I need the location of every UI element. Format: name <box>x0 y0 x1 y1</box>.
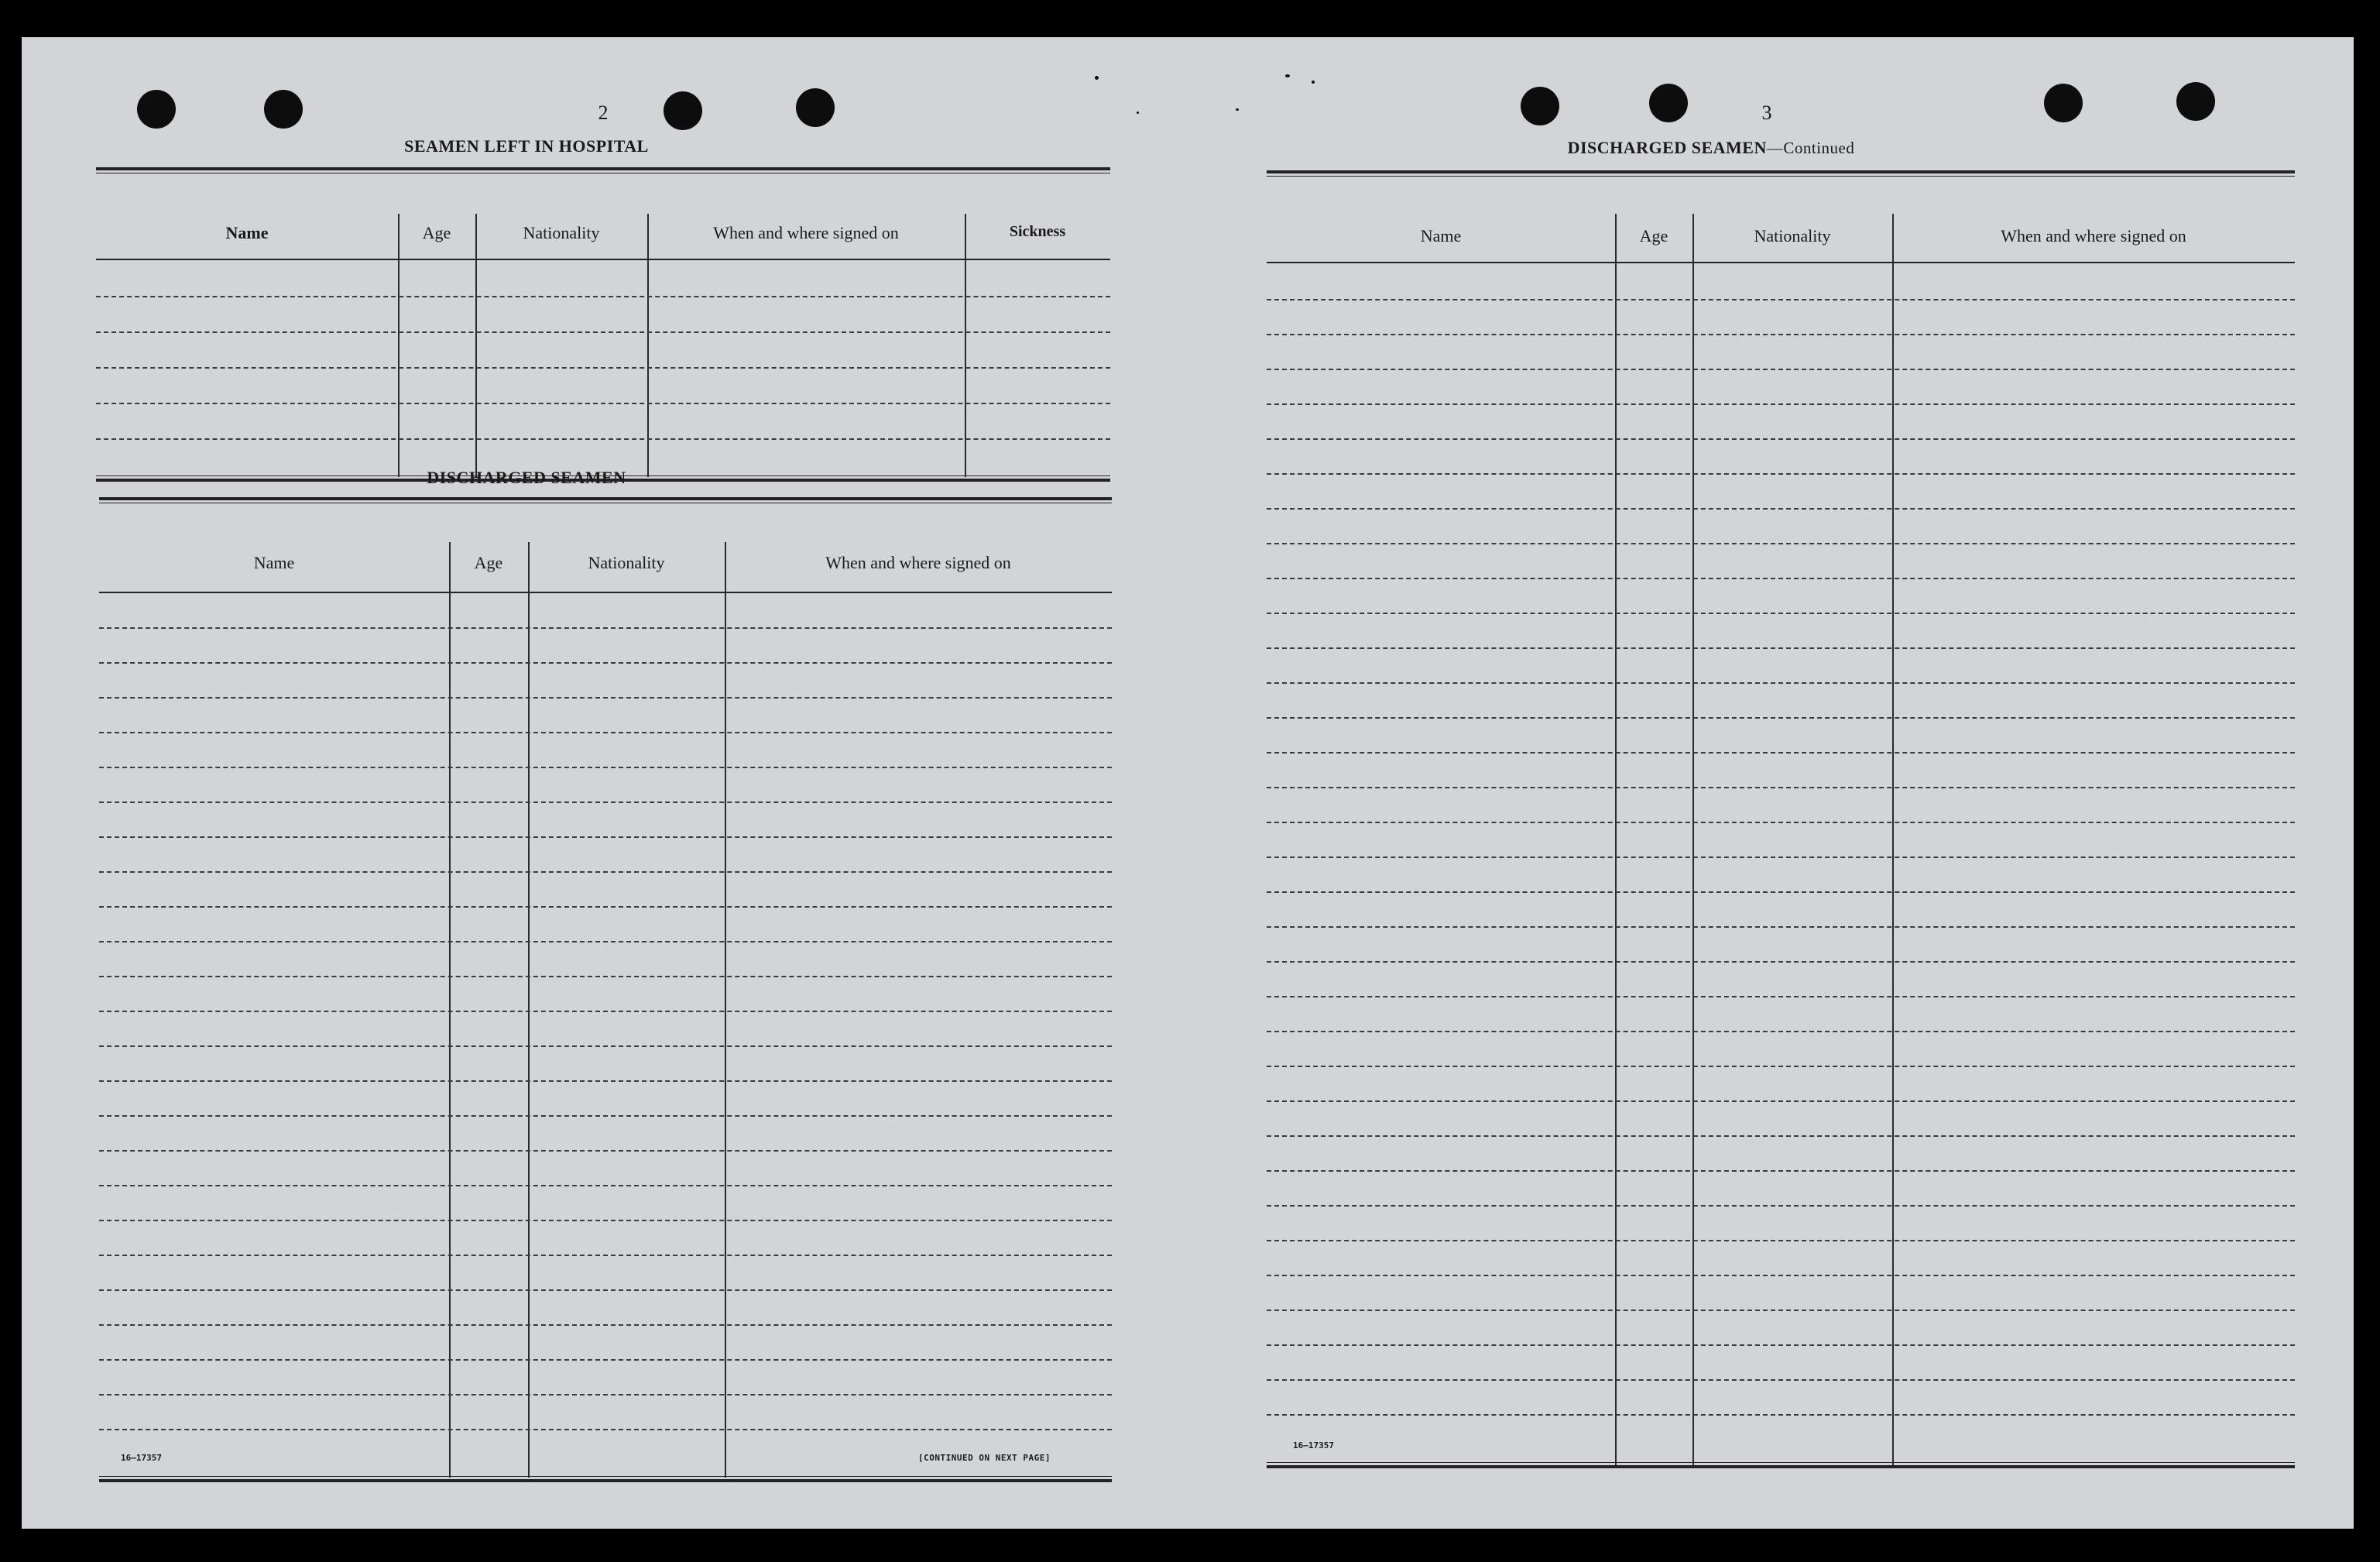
table-row <box>1267 508 2295 510</box>
table-row <box>1267 752 2295 754</box>
column-header-name: Name <box>225 223 269 242</box>
table-row <box>1267 1344 2295 1346</box>
table-row <box>1267 334 2295 335</box>
table-row <box>1267 578 2295 579</box>
table-row <box>99 1011 1112 1012</box>
table-row <box>1267 1240 2295 1241</box>
column-header-nationality: Nationality <box>1754 226 1831 245</box>
punch-hole <box>2176 82 2215 121</box>
table-row <box>99 1045 1112 1047</box>
table-row <box>1267 926 2295 928</box>
discharged-continued-title <box>1541 138 1881 158</box>
table-row <box>1267 1379 2295 1381</box>
column-header-name: Name <box>1420 226 1462 245</box>
title-main: DISCHARGED SEAMEN <box>1567 138 1767 157</box>
table-row <box>1267 1205 2295 1207</box>
table-row <box>1267 822 2295 823</box>
punch-hole <box>796 88 835 127</box>
right-form-number: 16—17357 <box>1293 1440 1334 1450</box>
punch-hole <box>264 90 303 129</box>
table-row <box>99 1220 1112 1221</box>
table-row <box>1267 891 2295 893</box>
table-row <box>1267 369 2295 370</box>
left-form-number: 16—17357 <box>121 1453 162 1463</box>
table-row <box>1267 961 2295 963</box>
column-header-name: Name <box>253 553 295 572</box>
discharged-table <box>99 497 1112 1482</box>
continued-note: [CONTINUED ON NEXT PAGE] <box>918 1453 1051 1463</box>
table-row <box>99 976 1112 977</box>
table-row <box>99 1289 1112 1291</box>
table-row <box>1267 787 2295 788</box>
table-row <box>99 732 1112 733</box>
table-row <box>99 1394 1112 1396</box>
table-row <box>96 296 1110 297</box>
column-header-nationality: Nationality <box>523 223 600 242</box>
table-row <box>1267 613 2295 614</box>
table-row <box>99 1429 1112 1430</box>
table-row <box>99 802 1112 803</box>
speck <box>1312 81 1315 84</box>
table-row <box>1267 1414 2295 1416</box>
column-header-age: Age <box>422 223 451 242</box>
discharged-continued-table <box>1267 170 2295 1471</box>
left-page-number: 2 <box>598 101 609 124</box>
table-row <box>1267 1310 2295 1311</box>
table-row <box>99 1255 1112 1256</box>
table-row <box>99 767 1112 768</box>
table-row <box>1267 857 2295 858</box>
table-row <box>1267 682 2295 684</box>
table-row <box>99 941 1112 942</box>
punch-hole <box>1521 87 1559 125</box>
column-header-nationality: Nationality <box>588 553 665 572</box>
table-row <box>99 1324 1112 1326</box>
title-continued: —Continued <box>1766 139 1855 157</box>
speck <box>1236 108 1239 111</box>
table-row <box>1267 1066 2295 1067</box>
punch-hole <box>1649 84 1688 122</box>
column-header-age: Age <box>474 553 503 572</box>
table-row <box>96 331 1110 333</box>
table-row <box>99 1080 1112 1082</box>
table-row <box>1267 473 2295 475</box>
table-row <box>99 836 1112 838</box>
speck <box>1285 74 1290 77</box>
column-header-signed-on: When and where signed on <box>713 223 899 242</box>
hospital-table <box>96 167 1110 483</box>
punch-hole <box>664 91 702 130</box>
column-header-signed-on: When and where signed on <box>2001 226 2186 245</box>
table-row <box>99 1115 1112 1117</box>
speck <box>1095 76 1099 80</box>
table-row <box>1267 1031 2295 1032</box>
table-row <box>99 662 1112 664</box>
table-row <box>99 1185 1112 1186</box>
table-row <box>99 1359 1112 1361</box>
table-row <box>96 438 1110 440</box>
hospital-section-title: SEAMEN LEFT IN HOSPITAL <box>404 136 649 156</box>
speck <box>1137 112 1139 114</box>
punch-hole <box>2044 84 2083 122</box>
table-row <box>1267 996 2295 997</box>
table-row <box>1267 299 2295 300</box>
table-row <box>99 697 1112 699</box>
column-header-signed-on: When and where signed on <box>825 553 1011 572</box>
discharged-section-title: DISCHARGED SEAMEN <box>427 468 626 487</box>
table-row <box>1267 543 2295 544</box>
table-row <box>1267 1170 2295 1172</box>
document-sheet <box>22 37 2354 1529</box>
table-row <box>99 1150 1112 1152</box>
right-page-number: 3 <box>1761 101 1772 124</box>
table-row <box>1267 1275 2295 1276</box>
table-row <box>1267 403 2295 405</box>
table-row <box>96 403 1110 404</box>
table-row <box>99 627 1112 629</box>
table-row <box>1267 717 2295 719</box>
table-row <box>1267 1135 2295 1137</box>
punch-hole <box>137 90 176 129</box>
table-row <box>1267 647 2295 649</box>
table-row <box>99 871 1112 873</box>
table-row <box>1267 438 2295 440</box>
column-header-sickness: Sickness <box>1009 223 1066 240</box>
table-row <box>1267 1100 2295 1102</box>
table-row <box>96 367 1110 369</box>
table-row <box>99 906 1112 908</box>
column-header-age: Age <box>1639 226 1668 245</box>
